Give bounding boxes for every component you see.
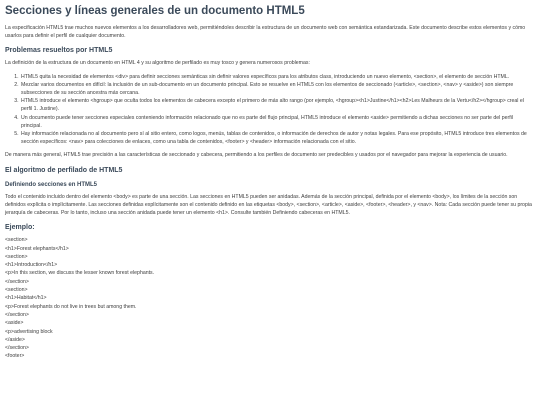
list-item: 4. Un documento puede tener secciones especiales conteniendo información relacionado que no es parte del flujo principal, HTML5 introduce el elemento <aside> permitiendo a dichas secciones no ser parte del perfil principal. — [20, 114, 535, 130]
list-item: 2. Mezclar varios documentos en difícil: la inclusión de un sub-documento en un documento principal. Esto se resuelve en HTML5 con los elementos de seccionado (<article>, <section>, <nav> y <aside>) son siempre subsecciones de su sección ancestra más cercana. — [20, 81, 535, 97]
list-item: 3. HTML5 introduce el elemento <hgroup> que oculta todos los elementos de cabecera excepto el primero de más alto rango (por ejemplo, <hgroup><h1>Justine</h1><h2>Les Malheurs de la Vertu</h2></hgroup> creal el perfil 1. Justine). — [20, 97, 535, 113]
code-line: <h1>Habitat</h1> — [5, 295, 47, 302]
code-example — [5, 236, 535, 360]
code-line: <section> — [5, 287, 28, 294]
code-line: <footer> — [5, 353, 25, 360]
code-line: <section> — [5, 253, 28, 260]
code-line: <aside> — [5, 320, 24, 327]
section-heading-algoritmo: El algoritmo de perfilado de HTML5 — [5, 166, 123, 174]
subsection-heading-definiendo: Definiendo secciones en HTML5 — [5, 181, 98, 188]
code-line: <p>In this section, we discuss the lesser known forest elephants. — [5, 270, 155, 277]
code-line: <p>Forest elephants do not live in trees but among them. — [5, 303, 137, 310]
code-line: <p>advertising block — [5, 328, 53, 335]
list-item: 1. HTML5 quita la necesidad de elementos <div> para definir secciones semánticas sin definir valores específicos para los atributos class, introduciendo un nuevo elemento, <section>, el elemento de sección HTML. — [20, 73, 535, 81]
problems-list — [5, 73, 535, 147]
code-line: <section> — [5, 237, 28, 244]
code-line: <h1>Introduction</h1> — [5, 262, 58, 269]
intro-paragraph: La especificación HTML5 trae muchos nuevos elementos a los desarrolladores web, permitiéndoles describir la estructura de un documento web con semántica estandarizada. Este documento describe estos elementos y cómo usarlos para definir el perfil de cualquier documento. — [5, 25, 526, 40]
list-item: 5. Hay información relacionada no al documento pero sí al sitio entero, como logos, menús, tablas de contenidos, o información de derechos de autor y notas legales. Para ese propósito, HTML5 introduce tres elementos de sección específicos: <nav> para colecciones de enlaces, como una tabla de contenidos, <footer> y <header> información relacionada con el sitio. — [20, 130, 535, 146]
code-line: </section> — [5, 345, 29, 352]
section-lead-paragraph: La definición de la estructura de un documento en HTML 4 y su algoritmo de perfilado es muy tosco y genera numerosos problemas: — [5, 60, 310, 67]
example-heading: Ejemplo: — [5, 224, 35, 232]
code-line: </aside> — [5, 336, 25, 343]
code-line: </section> — [5, 311, 29, 318]
code-line: <h1>Forest elephants</h1> — [5, 245, 69, 252]
definition-paragraph: Todo el contenido incluido dentro del elemento <body> es parte de una sección. Las secciones en HTML5 pueden ser anidadas. Además de la sección principal, definida por el elemento <body>, los límites de la sección son definidos explícita o implícitamente. Las secciones definidas explícitamente son el contenido definido en las etiquetas <body>, <section>, <article>, <aside>, <footer>, <header>, y <nav>. Nota: Cada sección puede tener su propia jerarquía de cabeceras. Por lo tanto, incluso una sección anidada puede tener un elemento <h1>. Consulte también Definiendo cabeceras en HTML5. — [5, 193, 532, 217]
page-title: Secciones y líneas generales de un documento HTML5 — [5, 5, 305, 17]
section-heading-problemas: Problemas resueltos por HTML5 — [5, 47, 113, 55]
code-line: </section> — [5, 278, 29, 285]
closing-paragraph: De manera más general, HTML5 trae precisión a las características de seccionado y cabecera, permitiendo a los perfiles de documento ser predecibles y usados por el navegador para mejorar la experiencia de usuario. — [5, 152, 508, 159]
